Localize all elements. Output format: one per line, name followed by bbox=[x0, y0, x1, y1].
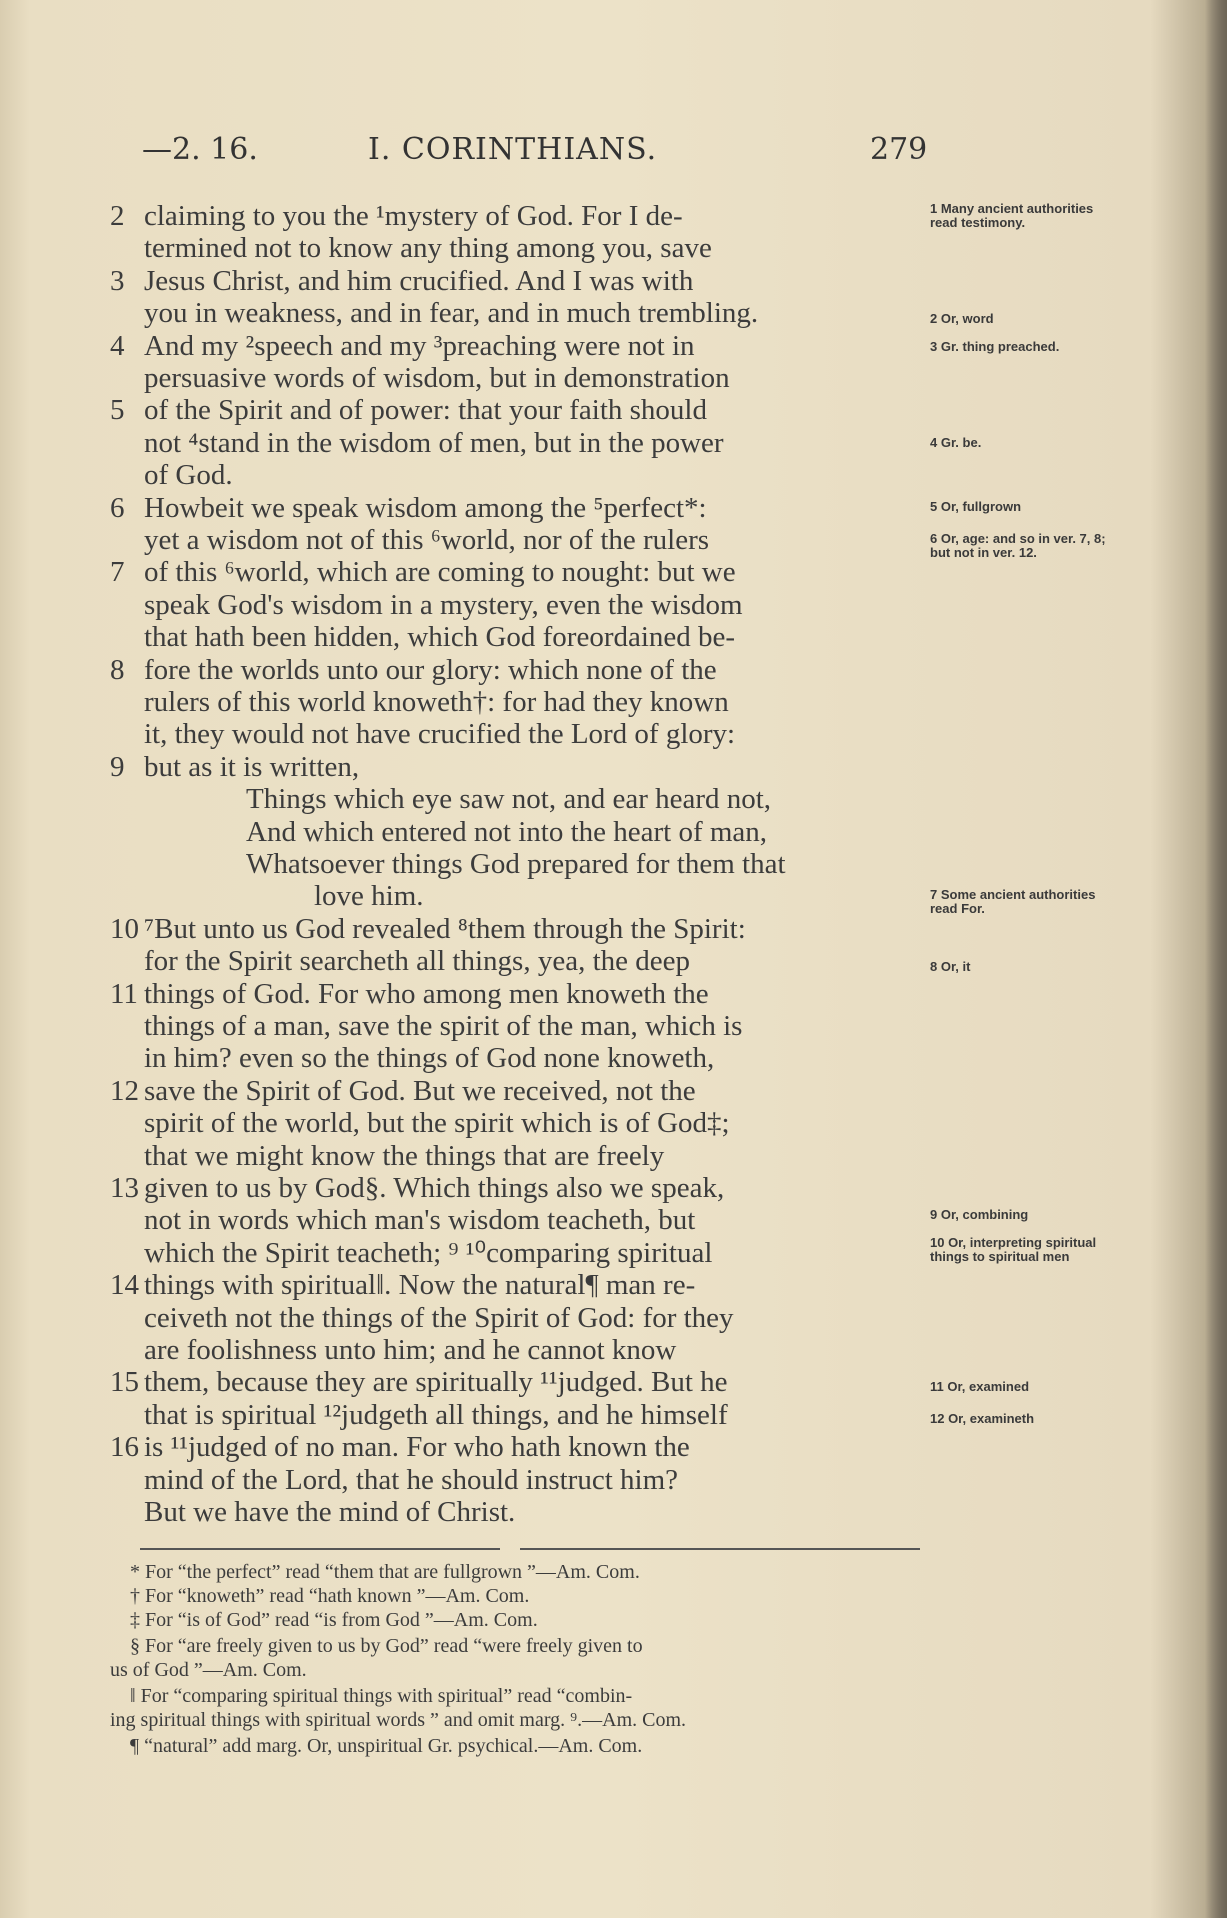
text-line bbox=[110, 1399, 930, 1431]
text-line bbox=[110, 1140, 930, 1172]
text-line bbox=[110, 783, 930, 815]
footnote: ‖ For “comparing spiritual things with spiritual” read “combin- bbox=[130, 1685, 633, 1707]
text-line bbox=[110, 686, 930, 718]
verse-number: 6 bbox=[110, 492, 125, 524]
verse-text: not in words which man's wisdom teacheth, but bbox=[144, 1204, 696, 1236]
page-edge-shadow bbox=[1205, 0, 1227, 1918]
verse-number: 9 bbox=[110, 751, 125, 783]
margin-note: 2 Or, word bbox=[930, 311, 994, 326]
verse-text: And my ²speech and my ³preaching were not in bbox=[144, 330, 695, 362]
verse-text: save the Spirit of God. But we received, not the bbox=[144, 1075, 696, 1107]
margin-note: 1 Many ancient authorities read testimony. bbox=[930, 201, 1094, 230]
text-line bbox=[110, 654, 930, 686]
verse-text: that is spiritual ¹²judgeth all things, and he himself bbox=[144, 1399, 728, 1431]
verse-number: 3 bbox=[110, 265, 125, 297]
verse-text: claiming to you the ¹mystery of God. For I de- bbox=[144, 200, 683, 232]
text-line bbox=[110, 1269, 930, 1301]
verse-text: in him? even so the things of God none knoweth, bbox=[144, 1042, 715, 1074]
verse-number: 15 bbox=[110, 1366, 139, 1398]
margin-note: 3 Gr. thing preached. bbox=[930, 339, 1060, 354]
text-line bbox=[110, 1010, 930, 1042]
margin-note: 11 Or, examined bbox=[930, 1379, 1030, 1394]
margin-note: 7 Some ancient authorities read For. bbox=[930, 887, 1096, 916]
verse-text: Whatsoever things God prepared for them that bbox=[246, 848, 786, 880]
text-line bbox=[110, 589, 930, 621]
verse-text: is ¹¹judged of no man. For who hath known the bbox=[144, 1431, 690, 1463]
verse-number: 14 bbox=[110, 1269, 139, 1301]
text-line bbox=[110, 1042, 930, 1074]
verse-number: 8 bbox=[110, 654, 125, 686]
verse-text: ceiveth not the things of the Spirit of God: for they bbox=[144, 1302, 734, 1334]
margin-note: 6 Or, age: and so in ver. 7, 8; but not in ver. 12. bbox=[930, 531, 1106, 560]
book-title: I. CORINTHIANS. bbox=[368, 132, 658, 167]
text-line bbox=[110, 362, 930, 394]
text-line bbox=[110, 1204, 930, 1236]
verse-text: But we have the mind of Christ. bbox=[144, 1496, 516, 1528]
text-line bbox=[110, 1496, 930, 1528]
text-line bbox=[110, 427, 930, 459]
verse-text: but as it is written, bbox=[144, 751, 360, 783]
text-line bbox=[110, 880, 930, 912]
text-line bbox=[110, 200, 930, 232]
verse-text: that hath been hidden, which God foreordained be- bbox=[144, 621, 736, 653]
verse-text: mind of the Lord, that he should instruct him? bbox=[144, 1464, 678, 1496]
text-line bbox=[110, 232, 930, 264]
text-line bbox=[110, 816, 930, 848]
verse-text: which the Spirit teacheth; ⁹ ¹⁰comparing spiritual bbox=[144, 1237, 713, 1269]
footnote: * For “the perfect” read “them that are fullgrown ”—Am. Com. bbox=[130, 1561, 640, 1583]
verse-number: 5 bbox=[110, 394, 125, 426]
verse-text: And which entered not into the heart of man, bbox=[246, 816, 768, 848]
verse-text: not ⁴stand in the wisdom of men, but in the power bbox=[144, 427, 724, 459]
verse-text: yet a wisdom not of this ⁶world, nor of the rulers bbox=[144, 524, 710, 556]
footnote-rule-left bbox=[140, 1548, 500, 1550]
margin-note: 12 Or, examineth bbox=[930, 1411, 1035, 1426]
verse-text: Jesus Christ, and him crucified. And I was with bbox=[144, 265, 694, 297]
text-line bbox=[110, 751, 930, 783]
text-line bbox=[110, 848, 930, 880]
text-line bbox=[110, 459, 930, 491]
text-line bbox=[110, 394, 930, 426]
chapter-verse-range: —2. 16. bbox=[142, 132, 258, 167]
text-line bbox=[110, 1172, 930, 1204]
verse-text: that we might know the things that are freely bbox=[144, 1140, 665, 1172]
footnote-rule-right bbox=[520, 1548, 920, 1550]
verse-text: Howbeit we speak wisdom among the ⁵perfect*: bbox=[144, 492, 707, 524]
verse-text: Things which eye saw not, and ear heard not, bbox=[246, 783, 772, 815]
verse-text: of this ⁶world, which are coming to nought: but we bbox=[144, 556, 736, 588]
verse-number: 16 bbox=[110, 1431, 139, 1463]
margin-note: 5 Or, fullgrown bbox=[930, 499, 1022, 514]
verse-text: love him. bbox=[314, 880, 424, 912]
verse-text: of the Spirit and of power: that your faith should bbox=[144, 394, 707, 426]
footnote: ing spiritual things with spiritual words ” and omit marg. ⁹.—Am. Com. bbox=[110, 1709, 687, 1731]
text-line bbox=[110, 1366, 930, 1398]
text-line bbox=[110, 1464, 930, 1496]
verse-text: things of a man, save the spirit of the man, which is bbox=[144, 1010, 743, 1042]
verse-text: speak God's wisdom in a mystery, even the wisdom bbox=[144, 589, 743, 621]
margin-note: 10 Or, interpreting spiritual things to spiritual men bbox=[930, 1235, 1097, 1264]
text-line bbox=[110, 492, 930, 524]
page-number: 279 bbox=[870, 132, 928, 167]
verse-text: are foolishness unto him; and he cannot know bbox=[144, 1334, 677, 1366]
text-line bbox=[110, 556, 930, 588]
text-line bbox=[110, 1107, 930, 1139]
margin-note: 9 Or, combining bbox=[930, 1207, 1029, 1222]
verse-text: persuasive words of wisdom, but in demonstration bbox=[144, 362, 730, 394]
margin-note: 8 Or, it bbox=[930, 959, 971, 974]
verse-text: it, they would not have crucified the Lord of glory: bbox=[144, 718, 736, 750]
verse-text: you in weakness, and in fear, and in much trembling. bbox=[144, 297, 759, 329]
text-line bbox=[110, 297, 930, 329]
footnote: us of God ”—Am. Com. bbox=[110, 1659, 307, 1681]
verse-text: rulers of this world knoweth†: for had they known bbox=[144, 686, 729, 718]
footnote: † For “knoweth” read “hath known ”—Am. Com. bbox=[130, 1585, 530, 1607]
margin-note: 4 Gr. be. bbox=[930, 435, 982, 450]
verse-text: ⁷But unto us God revealed ⁸them through the Spirit: bbox=[144, 913, 746, 945]
verse-text: termined not to know any thing among you, save bbox=[144, 232, 712, 264]
verse-text: things of God. For who among men knoweth the bbox=[144, 978, 709, 1010]
text-line bbox=[110, 1334, 930, 1366]
text-line bbox=[110, 913, 930, 945]
verse-number: 2 bbox=[110, 200, 125, 232]
text-line bbox=[110, 978, 930, 1010]
footnote: ¶ “natural” add marg. Or, unspiritual Gr. psychical.—Am. Com. bbox=[130, 1735, 643, 1757]
text-line bbox=[110, 1237, 930, 1269]
verse-text: fore the worlds unto our glory: which none of the bbox=[144, 654, 717, 686]
verse-number: 12 bbox=[110, 1075, 139, 1107]
verse-number: 10 bbox=[110, 913, 139, 945]
text-line bbox=[110, 1431, 930, 1463]
text-line bbox=[110, 621, 930, 653]
verse-text: for the Spirit searcheth all things, yea, the deep bbox=[144, 945, 690, 977]
verse-number: 11 bbox=[110, 978, 138, 1010]
verse-text: of God. bbox=[144, 459, 233, 491]
verse-number: 7 bbox=[110, 556, 125, 588]
text-line bbox=[110, 718, 930, 750]
footnote: ‡ For “is of God” read “is from God ”—Am. Com. bbox=[130, 1609, 538, 1631]
verse-number: 13 bbox=[110, 1172, 139, 1204]
text-line bbox=[110, 265, 930, 297]
text-line bbox=[110, 330, 930, 362]
running-head bbox=[142, 132, 928, 172]
text-line bbox=[110, 1302, 930, 1334]
verse-text: them, because they are spiritually ¹¹judged. But he bbox=[144, 1366, 728, 1398]
verse-number: 4 bbox=[110, 330, 125, 362]
footnote: § For “are freely given to us by God” read “were freely given to bbox=[130, 1635, 643, 1657]
text-line bbox=[110, 945, 930, 977]
text-line bbox=[110, 1075, 930, 1107]
verse-text: spirit of the world, but the spirit which is of God‡; bbox=[144, 1107, 730, 1139]
text-line bbox=[110, 524, 930, 556]
verse-text: things with spiritual‖. Now the natural¶ man re- bbox=[144, 1269, 696, 1301]
verse-text: given to us by God§. Which things also we speak, bbox=[144, 1172, 725, 1204]
